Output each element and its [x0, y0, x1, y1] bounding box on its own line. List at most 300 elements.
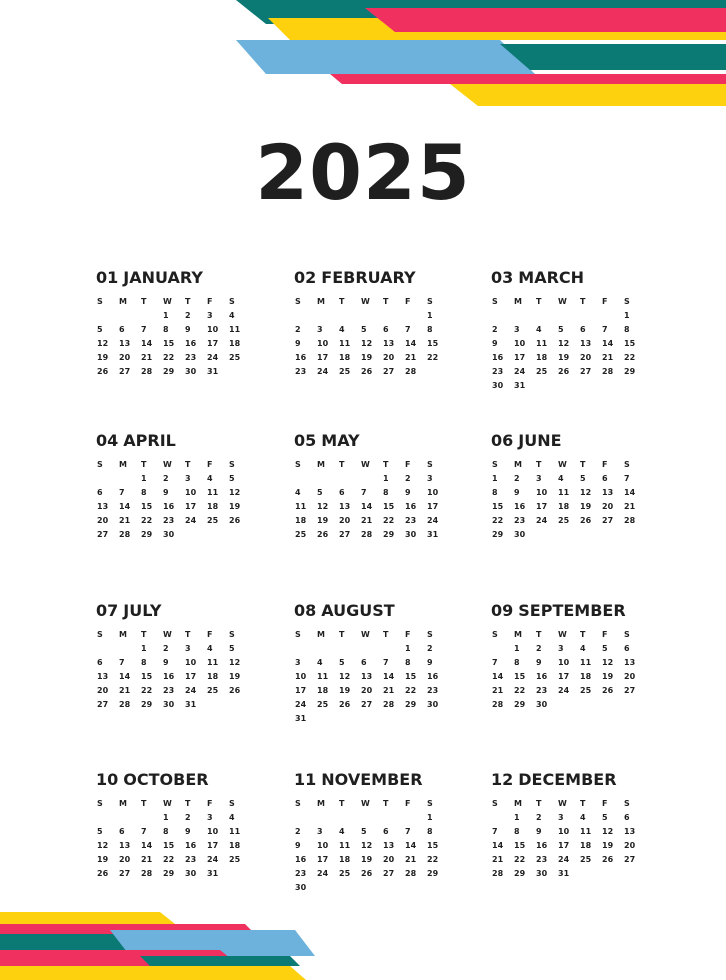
day-cell: 8 — [163, 325, 169, 334]
day-cell: 29 — [141, 700, 153, 709]
empty-cell — [316, 811, 338, 825]
day-cell: 11 — [295, 502, 307, 511]
day-cell: 17 — [317, 353, 329, 362]
day-cell: 5 — [229, 474, 235, 483]
day-cell: 17 — [317, 855, 329, 864]
day-cell: 4 — [580, 644, 586, 653]
day-cell: 23 — [514, 516, 526, 525]
month-number: 11 — [294, 770, 317, 789]
day-cell: 28 — [492, 869, 504, 878]
day-cell: 9 — [514, 488, 520, 497]
day-cell: 24 — [207, 855, 219, 864]
day-cell: 2 — [536, 813, 542, 822]
weekday-label: S — [427, 630, 433, 639]
day-cell: 3 — [317, 325, 323, 334]
day-cell: 4 — [229, 813, 235, 822]
day-cell: 4 — [339, 325, 345, 334]
day-cell: 9 — [295, 339, 301, 348]
day-cell: 13 — [383, 339, 395, 348]
empty-cell — [294, 309, 316, 323]
day-cell: 21 — [492, 686, 504, 695]
day-cell: 15 — [163, 339, 175, 348]
weekday-label: M — [514, 460, 522, 469]
empty-cell — [382, 811, 404, 825]
month-number: 04 — [96, 431, 119, 450]
day-cell: 25 — [339, 367, 351, 376]
day-cell: 9 — [536, 827, 542, 836]
weekday-label: F — [207, 297, 213, 306]
day-cell: 24 — [514, 367, 526, 376]
day-cell: 5 — [339, 658, 345, 667]
day-cell: 22 — [514, 855, 526, 864]
day-cell: 10 — [295, 672, 307, 681]
day-cell: 16 — [163, 502, 175, 511]
day-cell: 27 — [97, 700, 109, 709]
weekday-label: F — [207, 630, 213, 639]
day-cell: 31 — [207, 367, 219, 376]
weekday-label: T — [383, 630, 389, 639]
day-cell: 23 — [405, 516, 417, 525]
weekday-label: T — [383, 297, 389, 306]
day-cell: 1 — [624, 311, 630, 320]
day-grid — [491, 458, 641, 542]
day-cell: 15 — [492, 502, 504, 511]
day-cell: 22 — [163, 353, 175, 362]
day-cell: 1 — [163, 311, 169, 320]
day-cell: 17 — [207, 339, 219, 348]
day-cell: 14 — [361, 502, 373, 511]
weekday-label: F — [207, 460, 213, 469]
day-cell: 7 — [405, 325, 411, 334]
empty-cell — [535, 309, 557, 323]
day-cell: 21 — [119, 516, 131, 525]
day-grid — [294, 295, 444, 379]
weekday-label: T — [339, 297, 345, 306]
month-title — [96, 268, 246, 288]
day-cell: 25 — [558, 516, 570, 525]
weekday-label: T — [536, 630, 542, 639]
empty-cell — [118, 811, 140, 825]
day-cell: 21 — [119, 686, 131, 695]
weekday-label: S — [97, 460, 103, 469]
day-cell: 2 — [163, 474, 169, 483]
day-cell: 28 — [141, 367, 153, 376]
day-cell: 5 — [361, 827, 367, 836]
day-cell: 12 — [229, 488, 241, 497]
day-cell: 9 — [536, 658, 542, 667]
day-cell: 25 — [580, 686, 592, 695]
day-cell: 9 — [405, 488, 411, 497]
day-cell: 27 — [339, 530, 351, 539]
empty-cell — [338, 472, 360, 486]
day-cell: 20 — [624, 672, 636, 681]
day-cell: 1 — [383, 474, 389, 483]
day-cell: 26 — [580, 516, 592, 525]
day-cell: 3 — [427, 474, 433, 483]
day-cell: 30 — [536, 869, 548, 878]
day-cell: 15 — [383, 502, 395, 511]
day-cell: 4 — [339, 827, 345, 836]
day-cell: 31 — [207, 869, 219, 878]
empty-cell — [382, 309, 404, 323]
day-cell: 24 — [317, 367, 329, 376]
day-cell: 13 — [602, 488, 614, 497]
day-cell: 15 — [427, 339, 439, 348]
day-cell: 16 — [295, 855, 307, 864]
empty-cell — [382, 642, 404, 656]
day-cell: 12 — [97, 339, 109, 348]
day-cell: 28 — [602, 367, 614, 376]
weekday-label: W — [558, 460, 567, 469]
weekday-label: W — [163, 630, 172, 639]
day-cell: 4 — [207, 644, 213, 653]
day-cell: 8 — [492, 488, 498, 497]
day-cell: 19 — [97, 353, 109, 362]
weekday-label: S — [295, 297, 301, 306]
day-cell: 16 — [492, 353, 504, 362]
day-cell: 25 — [580, 855, 592, 864]
day-cell: 7 — [141, 827, 147, 836]
day-cell: 5 — [317, 488, 323, 497]
month-title — [294, 770, 444, 790]
day-cell: 12 — [580, 488, 592, 497]
month-may — [294, 431, 444, 542]
empty-cell — [316, 472, 338, 486]
empty-cell — [96, 642, 118, 656]
day-cell: 7 — [119, 488, 125, 497]
day-cell: 18 — [317, 686, 329, 695]
day-cell: 16 — [185, 339, 197, 348]
day-cell: 26 — [97, 869, 109, 878]
weekday-label: S — [229, 297, 235, 306]
weekday-label: S — [427, 297, 433, 306]
day-cell: 8 — [383, 488, 389, 497]
day-cell: 11 — [317, 672, 329, 681]
day-cell: 23 — [536, 686, 548, 695]
day-cell: 10 — [558, 827, 570, 836]
day-cell: 17 — [185, 672, 197, 681]
day-cell: 14 — [492, 841, 504, 850]
day-cell: 25 — [229, 353, 241, 362]
day-cell: 24 — [427, 516, 439, 525]
day-cell: 21 — [602, 353, 614, 362]
day-cell: 29 — [163, 869, 175, 878]
day-cell: 12 — [602, 658, 614, 667]
day-cell: 6 — [97, 488, 103, 497]
day-cell: 10 — [536, 488, 548, 497]
day-cell: 22 — [141, 516, 153, 525]
weekday-label: F — [405, 630, 411, 639]
day-cell: 28 — [361, 530, 373, 539]
month-march — [491, 268, 641, 393]
day-cell: 17 — [514, 353, 526, 362]
day-cell: 20 — [97, 686, 109, 695]
day-cell: 16 — [405, 502, 417, 511]
weekday-label: F — [602, 630, 608, 639]
day-cell: 25 — [339, 869, 351, 878]
day-cell: 28 — [405, 367, 417, 376]
month-september — [491, 601, 641, 712]
day-cell: 9 — [163, 488, 169, 497]
day-cell: 3 — [295, 658, 301, 667]
month-title — [491, 268, 641, 288]
day-cell: 1 — [514, 644, 520, 653]
weekday-label: S — [624, 460, 630, 469]
day-cell: 20 — [602, 502, 614, 511]
day-cell: 19 — [361, 855, 373, 864]
month-number: 01 — [96, 268, 119, 287]
day-cell: 18 — [580, 841, 592, 850]
month-november — [294, 770, 444, 895]
day-cell: 26 — [229, 686, 241, 695]
day-cell: 26 — [339, 700, 351, 709]
weekday-label: M — [317, 297, 325, 306]
day-cell: 31 — [185, 700, 197, 709]
weekday-label: T — [339, 630, 345, 639]
weekday-label: S — [229, 460, 235, 469]
month-name: DECEMBER — [518, 770, 617, 789]
day-cell: 10 — [317, 841, 329, 850]
month-july — [96, 601, 246, 712]
day-cell: 22 — [383, 516, 395, 525]
day-cell: 27 — [602, 516, 614, 525]
day-cell: 24 — [558, 855, 570, 864]
day-cell: 3 — [317, 827, 323, 836]
day-cell: 1 — [427, 813, 433, 822]
day-cell: 13 — [97, 672, 109, 681]
month-title — [491, 431, 641, 451]
day-cell: 18 — [339, 353, 351, 362]
day-cell: 2 — [492, 325, 498, 334]
day-cell: 26 — [97, 367, 109, 376]
day-cell: 3 — [536, 474, 542, 483]
day-cell: 6 — [602, 474, 608, 483]
day-cell: 29 — [141, 530, 153, 539]
weekday-label: S — [427, 799, 433, 808]
empty-cell — [579, 309, 601, 323]
day-cell: 5 — [97, 827, 103, 836]
day-cell: 17 — [295, 686, 307, 695]
day-cell: 12 — [558, 339, 570, 348]
day-cell: 11 — [558, 488, 570, 497]
empty-cell — [491, 642, 513, 656]
day-cell: 29 — [514, 869, 526, 878]
day-cell: 23 — [163, 516, 175, 525]
day-cell: 28 — [383, 700, 395, 709]
day-cell: 2 — [185, 311, 191, 320]
weekday-label: T — [536, 297, 542, 306]
day-cell: 25 — [207, 516, 219, 525]
day-cell: 5 — [580, 474, 586, 483]
day-cell: 21 — [361, 516, 373, 525]
empty-cell — [316, 309, 338, 323]
day-cell: 4 — [229, 311, 235, 320]
day-cell: 21 — [492, 855, 504, 864]
day-cell: 10 — [207, 827, 219, 836]
day-cell: 30 — [163, 700, 175, 709]
day-cell: 27 — [119, 367, 131, 376]
empty-cell — [316, 642, 338, 656]
day-cell: 29 — [514, 700, 526, 709]
day-cell: 11 — [339, 339, 351, 348]
month-title — [294, 601, 444, 621]
month-title — [96, 431, 246, 451]
day-cell: 21 — [383, 686, 395, 695]
day-cell: 19 — [229, 502, 241, 511]
day-cell: 14 — [383, 672, 395, 681]
month-title — [294, 268, 444, 288]
day-cell: 9 — [185, 325, 191, 334]
day-cell: 14 — [119, 672, 131, 681]
day-cell: 1 — [514, 813, 520, 822]
day-cell: 4 — [317, 658, 323, 667]
weekday-label: T — [185, 460, 191, 469]
day-cell: 10 — [514, 339, 526, 348]
weekday-label: M — [514, 799, 522, 808]
day-cell: 10 — [427, 488, 439, 497]
day-cell: 29 — [624, 367, 636, 376]
day-cell: 27 — [624, 855, 636, 864]
day-cell: 7 — [119, 658, 125, 667]
day-cell: 18 — [558, 502, 570, 511]
day-cell: 17 — [207, 841, 219, 850]
weekday-label: F — [405, 460, 411, 469]
weekday-label: T — [580, 630, 586, 639]
month-number: 02 — [294, 268, 317, 287]
day-cell: 10 — [207, 325, 219, 334]
day-cell: 12 — [229, 658, 241, 667]
day-cell: 21 — [624, 502, 636, 511]
day-cell: 18 — [229, 339, 241, 348]
day-cell: 13 — [97, 502, 109, 511]
day-cell: 16 — [536, 841, 548, 850]
day-cell: 19 — [317, 516, 329, 525]
day-cell: 19 — [602, 841, 614, 850]
weekday-label: W — [361, 460, 370, 469]
weekday-label: T — [536, 799, 542, 808]
empty-cell — [404, 811, 426, 825]
day-cell: 4 — [558, 474, 564, 483]
day-cell: 19 — [558, 353, 570, 362]
month-title — [491, 601, 641, 621]
day-cell: 1 — [405, 644, 411, 653]
day-cell: 26 — [361, 367, 373, 376]
day-cell: 11 — [207, 488, 219, 497]
empty-cell — [404, 309, 426, 323]
month-february — [294, 268, 444, 379]
day-cell: 11 — [536, 339, 548, 348]
day-cell: 30 — [295, 883, 307, 892]
day-cell: 24 — [185, 516, 197, 525]
weekday-label: W — [361, 297, 370, 306]
day-cell: 14 — [624, 488, 636, 497]
month-name: NOVEMBER — [321, 770, 423, 789]
day-cell: 30 — [185, 367, 197, 376]
day-cell: 22 — [624, 353, 636, 362]
empty-cell — [338, 642, 360, 656]
day-cell: 27 — [383, 367, 395, 376]
day-cell: 18 — [580, 672, 592, 681]
weekday-label: T — [141, 630, 147, 639]
day-cell: 7 — [624, 474, 630, 483]
day-cell: 5 — [602, 644, 608, 653]
day-cell: 23 — [163, 686, 175, 695]
day-cell: 21 — [405, 855, 417, 864]
day-cell: 27 — [624, 686, 636, 695]
weekday-label: F — [602, 460, 608, 469]
day-cell: 12 — [361, 339, 373, 348]
day-cell: 25 — [295, 530, 307, 539]
day-cell: 30 — [536, 700, 548, 709]
day-cell: 28 — [119, 700, 131, 709]
weekday-label: T — [339, 460, 345, 469]
month-october — [96, 770, 246, 881]
weekday-label: S — [492, 297, 498, 306]
day-cell: 10 — [317, 339, 329, 348]
day-cell: 22 — [492, 516, 504, 525]
weekday-label: S — [492, 799, 498, 808]
day-cell: 13 — [383, 841, 395, 850]
day-cell: 22 — [141, 686, 153, 695]
day-cell: 18 — [207, 502, 219, 511]
month-name: JULY — [123, 601, 162, 620]
day-cell: 22 — [427, 353, 439, 362]
day-cell: 20 — [383, 353, 395, 362]
day-cell: 15 — [141, 502, 153, 511]
weekday-label: M — [119, 297, 127, 306]
day-cell: 9 — [295, 841, 301, 850]
day-cell: 20 — [339, 516, 351, 525]
month-number: 10 — [96, 770, 119, 789]
empty-cell — [294, 642, 316, 656]
day-cell: 26 — [602, 855, 614, 864]
weekday-label: T — [185, 799, 191, 808]
day-cell: 28 — [624, 516, 636, 525]
day-cell: 15 — [141, 672, 153, 681]
day-cell: 31 — [514, 381, 526, 390]
day-cell: 14 — [119, 502, 131, 511]
weekday-label: T — [383, 799, 389, 808]
day-cell: 6 — [339, 488, 345, 497]
month-august — [294, 601, 444, 726]
weekday-label: W — [558, 799, 567, 808]
weekday-label: M — [317, 630, 325, 639]
day-cell: 14 — [405, 339, 417, 348]
day-cell: 20 — [119, 353, 131, 362]
day-cell: 1 — [427, 311, 433, 320]
empty-cell — [96, 811, 118, 825]
day-cell: 2 — [405, 474, 411, 483]
day-cell: 21 — [141, 855, 153, 864]
weekday-label: S — [624, 297, 630, 306]
month-title — [294, 431, 444, 451]
empty-cell — [360, 811, 382, 825]
day-cell: 8 — [141, 658, 147, 667]
empty-cell — [118, 642, 140, 656]
month-name: AUGUST — [321, 601, 395, 620]
month-title — [96, 770, 246, 790]
day-cell: 13 — [580, 339, 592, 348]
day-cell: 27 — [97, 530, 109, 539]
day-cell: 29 — [427, 869, 439, 878]
day-cell: 6 — [383, 325, 389, 334]
day-cell: 19 — [580, 502, 592, 511]
day-cell: 7 — [361, 488, 367, 497]
day-cell: 2 — [185, 813, 191, 822]
day-cell: 13 — [119, 841, 131, 850]
day-cell: 17 — [185, 502, 197, 511]
day-cell: 15 — [163, 841, 175, 850]
